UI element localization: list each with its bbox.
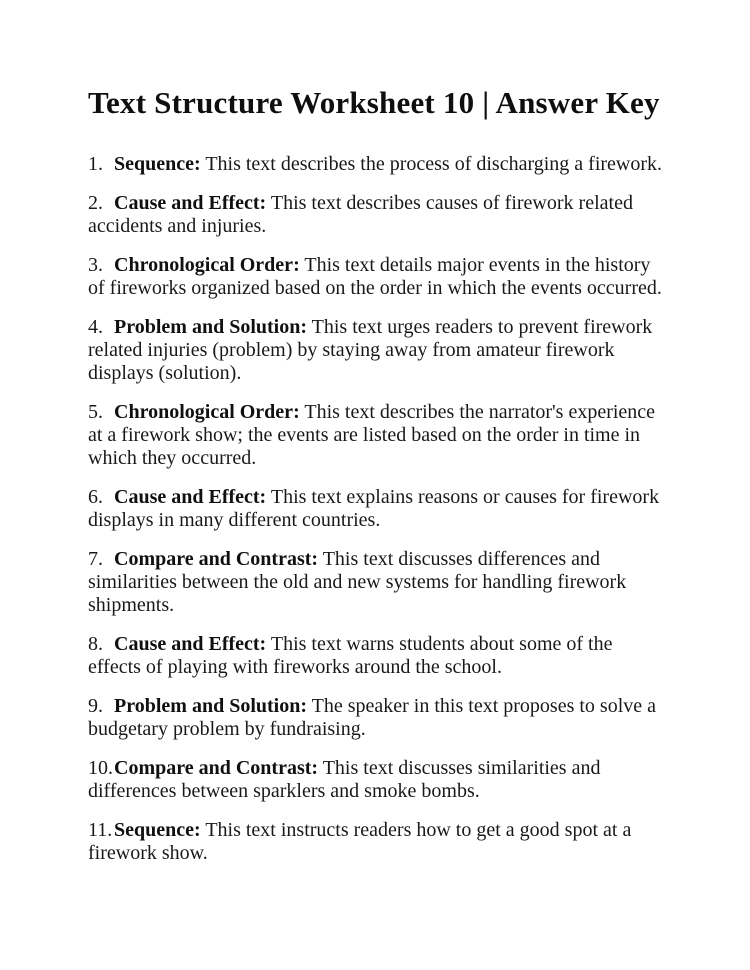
answer-item-5 — [88, 401, 670, 470]
answer-text: This text describes the narrator's experience at a firework show; the events are listed based on the order in time in which they occurred. — [88, 401, 656, 469]
item-number: 8. — [88, 633, 103, 655]
text-structure-label: Compare and Contrast: — [114, 548, 319, 570]
answer-item-6 — [88, 486, 670, 532]
text-structure-label: Cause and Effect: — [114, 486, 267, 508]
answer-list — [88, 153, 670, 865]
answer-text: This text describes the process of discharging a firework. — [205, 153, 663, 175]
text-structure-label: Cause and Effect: — [114, 192, 267, 214]
text-structure-label: Chronological Order: — [114, 254, 300, 276]
answer-text: This text details major events in the history of fireworks organized based on the order in which the events occurred. — [88, 254, 662, 299]
answer-text: This text discusses differences and similarities between the old and new systems for handling firework shipments. — [88, 548, 627, 616]
text-structure-label: Compare and Contrast: — [114, 757, 319, 779]
answer-text: This text discusses similarities and differences between sparklers and smoke bombs. — [88, 757, 601, 802]
item-number: 10. — [88, 757, 113, 779]
text-structure-label: Cause and Effect: — [114, 633, 267, 655]
page-title: Text Structure Worksheet 10 | Answer Key — [88, 85, 660, 120]
item-number: 5. — [88, 401, 103, 423]
answer-text: This text urges readers to prevent firework related injuries (problem) by staying away from amateur firework displays (solution). — [88, 316, 653, 384]
answer-item-4 — [88, 316, 670, 385]
answer-text: This text explains reasons or causes for firework displays in many different countries. — [88, 486, 660, 531]
text-structure-label: Chronological Order: — [114, 401, 300, 423]
answer-text: This text describes causes of firework related accidents and injuries. — [88, 192, 633, 237]
answer-item-11 — [88, 819, 670, 865]
answer-item-1 — [88, 153, 670, 176]
item-number: 4. — [88, 316, 103, 338]
answer-text: This text warns students about some of the effects of playing with fireworks around the school. — [88, 633, 613, 678]
answer-text: This text instructs readers how to get a good spot at a firework show. — [88, 819, 632, 864]
text-structure-label: Sequence: — [114, 819, 201, 841]
answer-text: The speaker in this text proposes to solve a budgetary problem by fundraising. — [88, 695, 657, 740]
text-structure-label: Problem and Solution: — [114, 316, 307, 338]
item-number: 11. — [88, 819, 113, 841]
item-number: 6. — [88, 486, 103, 508]
item-number: 7. — [88, 548, 103, 570]
item-number: 9. — [88, 695, 103, 717]
answer-item-9 — [88, 695, 670, 741]
item-number: 3. — [88, 254, 103, 276]
answer-item-7 — [88, 548, 670, 617]
answer-item-2 — [88, 192, 670, 238]
text-structure-label: Problem and Solution: — [114, 695, 307, 717]
item-number: 1. — [88, 153, 103, 175]
answer-item-3 — [88, 254, 670, 300]
answer-item-10 — [88, 757, 670, 803]
text-structure-label: Sequence: — [114, 153, 201, 175]
item-number: 2. — [88, 192, 103, 214]
answer-item-8 — [88, 633, 670, 679]
